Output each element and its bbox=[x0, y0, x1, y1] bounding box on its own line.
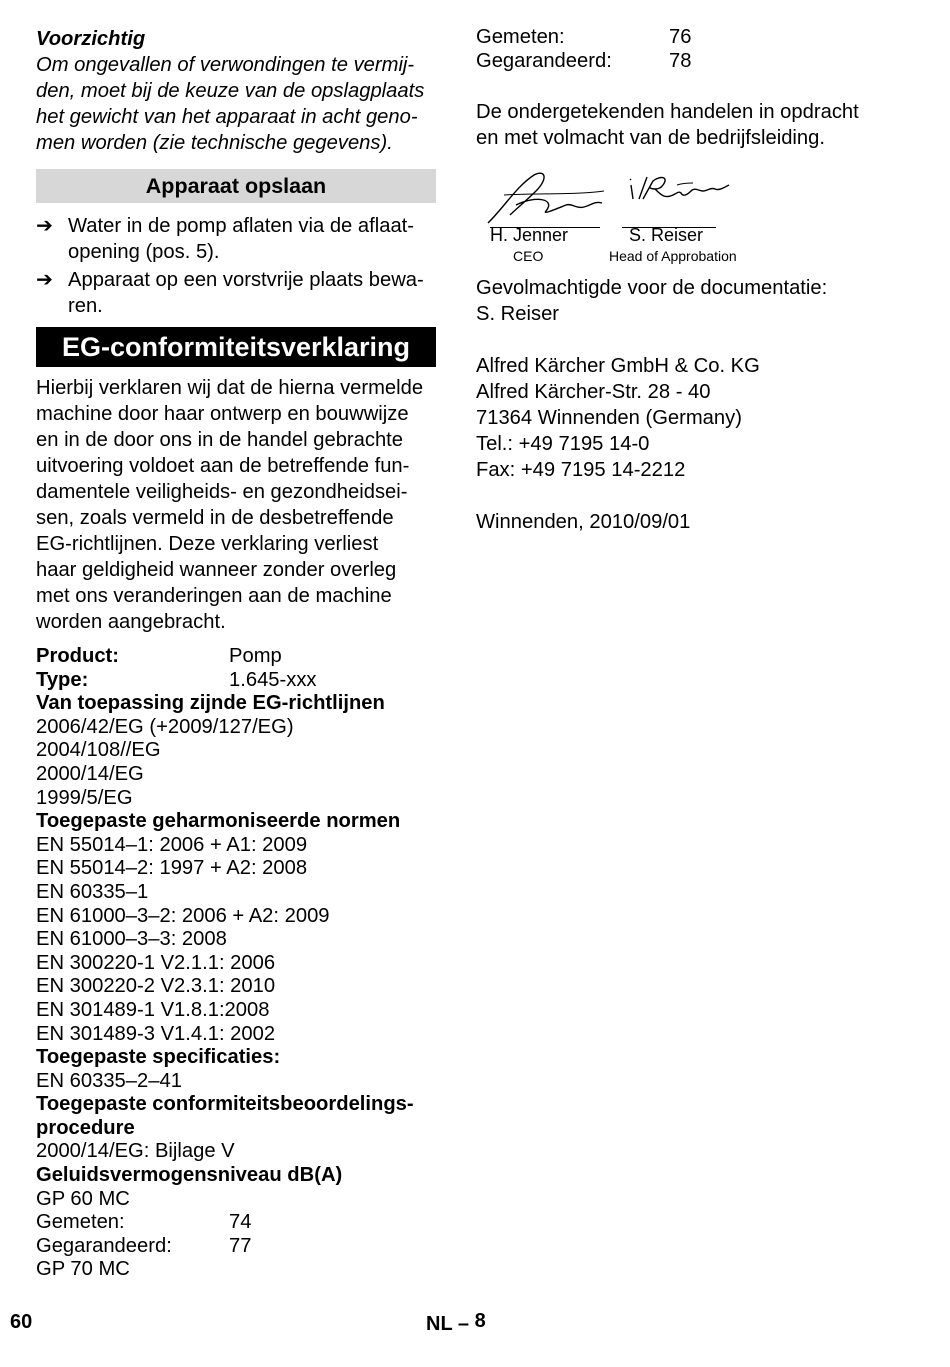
norm-item: EN 300220-1 V2.1.1: 2006 bbox=[36, 951, 276, 974]
directive-item: 2000/14/EG bbox=[36, 762, 144, 785]
measured-value: 74 bbox=[229, 1211, 252, 1234]
procedure-value: 2000/14/EG: Bijlage V bbox=[36, 1140, 235, 1163]
list-item-line: Apparaat op een vorstvrije plaats bewa- bbox=[68, 269, 424, 291]
caution-line: Om ongevallen of verwondingen te vermij- bbox=[36, 54, 415, 76]
place-date: Winnenden, 2010/09/01 bbox=[476, 511, 691, 534]
product-row bbox=[36, 645, 436, 669]
norm-item: EN 300220-2 V2.3.1: 2010 bbox=[36, 975, 276, 998]
declaration-line: en in de door ons in de handel gebrachte bbox=[36, 429, 404, 451]
norm-item: EN 60335–1 bbox=[36, 880, 149, 903]
signer2-role: Head of Approbation bbox=[609, 248, 737, 265]
declaration-line: met ons veranderingen aan de machine bbox=[36, 585, 392, 607]
footer-lang: NL bbox=[426, 1313, 453, 1335]
declaration-line: damentele veiligheids- en gezondheidsei- bbox=[36, 481, 408, 503]
caution-title: Voorzichtig bbox=[36, 28, 146, 50]
norm-item: EN 301489-1 V1.8.1:2008 bbox=[36, 998, 270, 1021]
footer-section-page: 8 bbox=[474, 1310, 486, 1332]
declaration-heading: EG-conformiteitsverklaring bbox=[36, 327, 436, 367]
measured-label: Gemeten: bbox=[476, 26, 565, 48]
list-item-line: opening (pos. 5). bbox=[68, 241, 220, 263]
measured-label: Gemeten: bbox=[36, 1211, 125, 1234]
model-name: GP 60 MC bbox=[36, 1187, 130, 1210]
company-address bbox=[476, 353, 896, 483]
signed-statement bbox=[476, 99, 896, 151]
guaranteed-row bbox=[36, 1235, 436, 1259]
specifications-title: Toegepaste specificaties: bbox=[36, 1046, 281, 1069]
address-line: Tel.: +49 7195 14-0 bbox=[476, 433, 650, 456]
directive-item: 2006/42/EG (+2009/127/EG) bbox=[36, 715, 294, 738]
address-line: Fax: +49 7195 14-2212 bbox=[476, 459, 686, 482]
procedure-title: Toegepaste conformiteitsbeoordelings- bbox=[36, 1093, 414, 1116]
statement-line: De ondergetekenden handelen in opdracht bbox=[476, 101, 859, 124]
right-column bbox=[476, 26, 896, 535]
arrow-right-icon: ➔ bbox=[36, 215, 53, 237]
guaranteed-value: 77 bbox=[229, 1234, 252, 1257]
caution-line: den, moet bij de keuze van de opslagplaats bbox=[36, 80, 425, 102]
type-row bbox=[36, 669, 436, 693]
measured-row bbox=[476, 26, 896, 50]
address-line: Alfred Kärcher GmbH & Co. KG bbox=[476, 355, 760, 378]
documentation-name: S. Reiser bbox=[476, 303, 560, 326]
declaration-line: Hierbij verklaren wij dat de hierna vermelde bbox=[36, 377, 424, 399]
declaration-line: uitvoering voldoet aan de betreffende fun- bbox=[36, 455, 410, 477]
caution-line: men worden (zie technische gegevens). bbox=[36, 132, 393, 154]
declaration-line: machine door haar ontwerp en bouwwijze bbox=[36, 403, 409, 425]
list-item bbox=[36, 267, 436, 319]
gp70-values bbox=[476, 26, 896, 73]
declaration-line: sen, zoals vermeld in de desbetreffende bbox=[36, 507, 394, 529]
list-item-line: Water in de pomp aflaten via de aflaat- bbox=[68, 215, 414, 237]
address-line: Alfred Kärcher-Str. 28 - 40 bbox=[476, 381, 711, 404]
norm-item: EN 55014–1: 2006 + A1: 2009 bbox=[36, 833, 308, 856]
product-label: Product: bbox=[36, 645, 119, 667]
product-value: Pomp bbox=[229, 645, 282, 667]
signature-block bbox=[476, 165, 896, 275]
footer-dash: – bbox=[457, 1313, 469, 1335]
declaration-line: haar geldigheid wanneer zonder overleg bbox=[36, 559, 397, 581]
declaration-text bbox=[36, 375, 436, 635]
norm-item: EN 55014–2: 1997 + A2: 2008 bbox=[36, 857, 308, 880]
declaration-line: worden aangebracht. bbox=[36, 611, 226, 633]
norms-title: Toegepaste geharmoniseerde normen bbox=[36, 810, 401, 833]
list-item bbox=[36, 213, 436, 265]
procedure-title: procedure bbox=[36, 1116, 135, 1139]
storage-list bbox=[36, 213, 436, 319]
model-name: GP 70 MC bbox=[36, 1258, 130, 1281]
specification-value: EN 60335–2–41 bbox=[36, 1069, 182, 1092]
guaranteed-label: Gegarandeerd: bbox=[36, 1234, 172, 1257]
guaranteed-label: Gegarandeerd: bbox=[476, 49, 612, 72]
arrow-right-icon: ➔ bbox=[36, 269, 53, 291]
directives-title: Van toepassing zijnde EG-richtlijnen bbox=[36, 692, 385, 715]
directive-item: 1999/5/EG bbox=[36, 786, 133, 809]
guaranteed-row bbox=[476, 50, 896, 74]
address-line: 71364 Winnenden (Germany) bbox=[476, 407, 742, 430]
statement-line: en met volmacht van de bedrijfsleiding. bbox=[476, 127, 825, 150]
signer1-name: H. Jenner bbox=[490, 225, 569, 246]
footer-language bbox=[426, 1311, 486, 1337]
documentation-contact bbox=[476, 275, 896, 327]
documentation-label: Gevolmachtigde voor de documentatie: bbox=[476, 277, 828, 300]
left-column bbox=[36, 26, 436, 1282]
signer2-name: S. Reiser bbox=[629, 225, 704, 246]
caution-line: het gewicht van het apparaat in acht geno- bbox=[36, 106, 418, 128]
signer1-role: CEO bbox=[513, 248, 544, 265]
noise-title: Geluidsvermogensniveau dB(A) bbox=[36, 1164, 343, 1187]
list-item-line: ren. bbox=[68, 295, 103, 317]
page-number: 60 bbox=[10, 1311, 33, 1333]
directive-item: 2004/108//EG bbox=[36, 739, 161, 762]
guaranteed-value: 78 bbox=[669, 49, 692, 72]
norm-item: EN 61000–3–2: 2006 + A2: 2009 bbox=[36, 904, 330, 927]
measured-row bbox=[36, 1211, 436, 1235]
type-label: Type: bbox=[36, 668, 89, 691]
norm-item: EN 61000–3–3: 2008 bbox=[36, 928, 227, 951]
storage-heading: Apparaat opslaan bbox=[36, 169, 436, 203]
norm-item: EN 301489-3 V1.4.1: 2002 bbox=[36, 1022, 276, 1045]
declaration-line: EG-richtlijnen. Deze verklaring verliest bbox=[36, 533, 379, 555]
measured-value: 76 bbox=[669, 26, 692, 48]
type-value: 1.645-xxx bbox=[229, 668, 317, 691]
spec-list bbox=[36, 645, 436, 1282]
